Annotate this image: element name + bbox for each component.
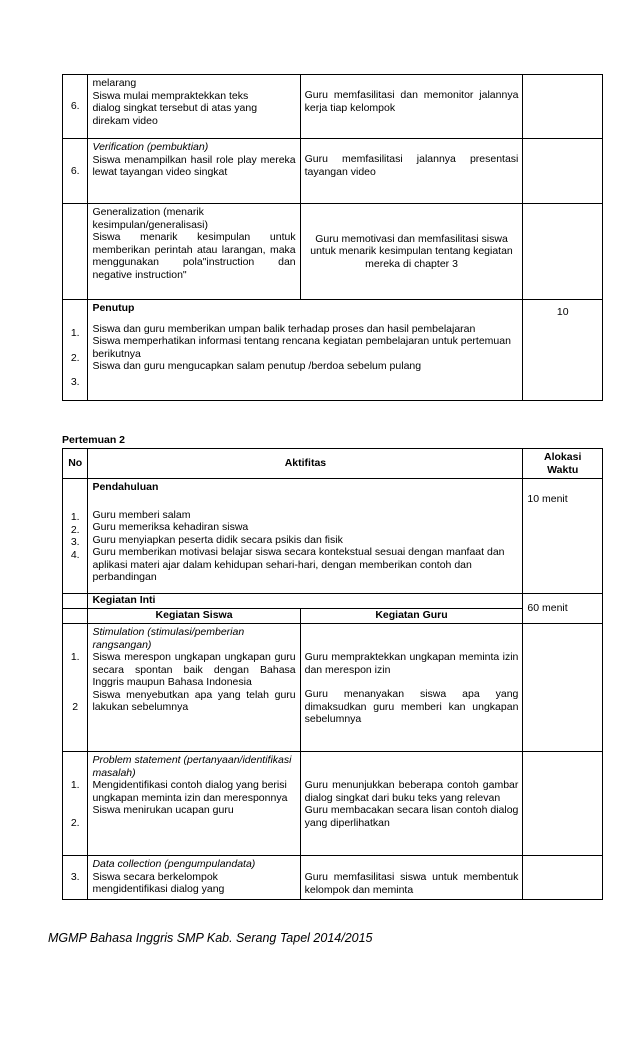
item-number: 2.: [70, 523, 80, 536]
item-number: 2.: [70, 816, 80, 829]
empty-cell: [63, 609, 88, 624]
list-item: Siswa dan guru mengucapkan salam penutup /berdoa sebelum pulang: [92, 360, 422, 372]
student-activity: [88, 856, 300, 900]
time-cell: [523, 752, 603, 856]
row-numbers: [63, 300, 88, 401]
time-cell: [523, 75, 603, 139]
phase-title: Verification (pembuktian): [92, 141, 209, 153]
table-row-pendahuluan: [63, 479, 603, 594]
teacher-activity: Guru memfasilitasi dan memonitor jalannya kerja tiap kelompok: [300, 75, 523, 139]
table-row: [63, 856, 603, 900]
introduction-activities: [88, 479, 523, 594]
student-activity: [88, 204, 300, 300]
student-activity: [88, 752, 300, 856]
item-number: 3.: [70, 871, 80, 883]
header-aktifitas: Aktifitas: [88, 449, 523, 479]
section-title: Pendahuluan: [92, 481, 159, 493]
list-item: Siswa merespon ungkapan ungkapan guru secara spontan baik dengan Bahasa Inggris maupun Bahasa Indonesia: [92, 651, 296, 688]
text-line: Siswa menampilkan hasil role play mereka lewat tayangan video singkat: [92, 153, 296, 178]
teacher-activity: Guru memfasilitasi jalannya presentasi tayangan video: [300, 139, 523, 204]
teacher-activity: [300, 752, 523, 856]
item-number: 1.: [70, 779, 80, 791]
row-numbers: [63, 752, 88, 856]
phase-title: Data collection (pengumpulandata): [92, 858, 256, 870]
time-cell: 10 menit: [523, 479, 603, 594]
time-cell: [523, 624, 603, 752]
table-row: [63, 624, 603, 752]
section-title: Kegiatan Inti: [88, 594, 523, 609]
header-no: No: [63, 449, 88, 479]
activity-table-continued: [62, 74, 603, 401]
section-heading: Pertemuan 2: [62, 434, 126, 446]
text-line: Siswa menarik kesimpulan untuk memberikan perintah atau larangan, maka menggunakan pola"instruction dan negative instruction": [92, 231, 296, 281]
table-row-inti-title: [63, 594, 603, 609]
header-alokasi: Alokasi Waktu: [523, 449, 603, 479]
text-line: melarang: [92, 77, 137, 89]
time-cell: [523, 139, 603, 204]
student-activity: [88, 139, 300, 204]
table-header: [63, 449, 603, 479]
student-activity: [88, 75, 300, 139]
table-row-penutup: [63, 300, 603, 401]
row-numbers: [63, 479, 88, 594]
list-item: Guru mempraktekkan ungkapan meminta izin dan merespon izin: [304, 651, 519, 676]
row-number: 6.: [63, 139, 88, 204]
item-number: 3.: [70, 376, 80, 388]
item-number: 2: [72, 700, 79, 713]
teacher-activity: [300, 624, 523, 752]
list-item: Guru menunjukkan beberapa contoh gambar dialog singkat dari buku teks yang relevan: [304, 779, 519, 804]
list-item: Siswa menirukan ucapan guru: [92, 804, 234, 816]
list-item: Guru memeriksa kehadiran siswa: [92, 521, 249, 533]
phase-title: Generalization (menarik kesimpulan/generalisasi): [92, 206, 209, 231]
list-item: Mengidentifikasi contoh dialog yang berisi ungkapan meminta izin dan meresponnya: [92, 779, 288, 804]
subheader-guru: Kegiatan Guru: [300, 609, 523, 624]
list-item: Guru memberi salam: [92, 508, 191, 521]
item-number: 1.: [70, 511, 80, 523]
list-item: Siswa dan guru memberikan umpan balik terhadap proses dan hasil pembelajaran: [92, 322, 476, 335]
time-cell: [523, 856, 603, 900]
teacher-activity: Guru memfasilitasi siswa untuk membentuk kelompok dan meminta: [300, 856, 523, 900]
table-row: [63, 139, 603, 204]
row-number: [63, 204, 88, 300]
closing-activities: [88, 300, 523, 401]
page-footer: MGMP Bahasa Inggris SMP Kab. Serang Tapel 2014/2015: [48, 931, 373, 945]
list-item: Guru memberikan motivasi belajar siswa secara kontekstual sesuai dengan manfaat dan aplikasi materi ajar dalam kehidupan sehari-hari, dengan memberikan contoh dan perbandingan: [92, 546, 505, 583]
table-row-subheader: [63, 609, 603, 624]
section-title: Penutup: [92, 302, 135, 314]
table-row: [63, 204, 603, 300]
teacher-activity: Guru memotivasi dan memfasilitasi siswa untuk menarik kesimpulan tentang kegiatan mereka di chapter 3: [300, 204, 523, 300]
table-row: [63, 752, 603, 856]
list-item: Siswa menyebutkan apa yang telah guru lakukan sebelumnya: [92, 688, 296, 713]
list-item: Guru menyiapkan peserta didik secara psikis dan fisik: [92, 533, 343, 546]
time-cell: 10: [523, 300, 603, 401]
time-cell: 60 menit: [523, 594, 603, 624]
time-cell: [523, 204, 603, 300]
subheader-siswa: Kegiatan Siswa: [88, 609, 300, 624]
row-number: 6.: [63, 75, 88, 139]
table-row: [63, 75, 603, 139]
list-item: Siswa secara berkelompok mengidentifikasi dialog yang: [92, 870, 225, 895]
activity-table-pertemuan-2: [62, 448, 603, 900]
row-numbers: [63, 856, 88, 900]
phase-title: Problem statement (pertanyaan/identifikasi masalah): [92, 754, 292, 779]
student-activity: [88, 624, 300, 752]
list-item: Guru membacakan secara lisan contoh dialog yang diperlihatkan: [304, 804, 519, 829]
empty-cell: [63, 594, 88, 609]
row-numbers: [63, 624, 88, 752]
phase-title: Stimulation (stimulasi/pemberian rangsangan): [92, 626, 245, 651]
text-line: dialog singkat tersebut di atas yang: [92, 102, 258, 114]
item-number: 4.: [70, 548, 80, 561]
text-line: direkam video: [92, 114, 158, 127]
list-item: Siswa memperhatikan informasi tentang rencana kegiatan pembelajaran untuk pertemuan berikutnya: [92, 335, 511, 360]
item-number: 2.: [70, 351, 80, 364]
item-number: 3.: [70, 536, 80, 548]
text-line: Siswa mulai mempraktekkan teks: [92, 89, 249, 102]
list-item: Guru menanyakan siswa apa yang dimaksudkan guru memberi kan ungkapan sebelumnya: [304, 688, 519, 725]
item-number: 1.: [70, 651, 80, 663]
item-number: 1.: [70, 327, 80, 339]
